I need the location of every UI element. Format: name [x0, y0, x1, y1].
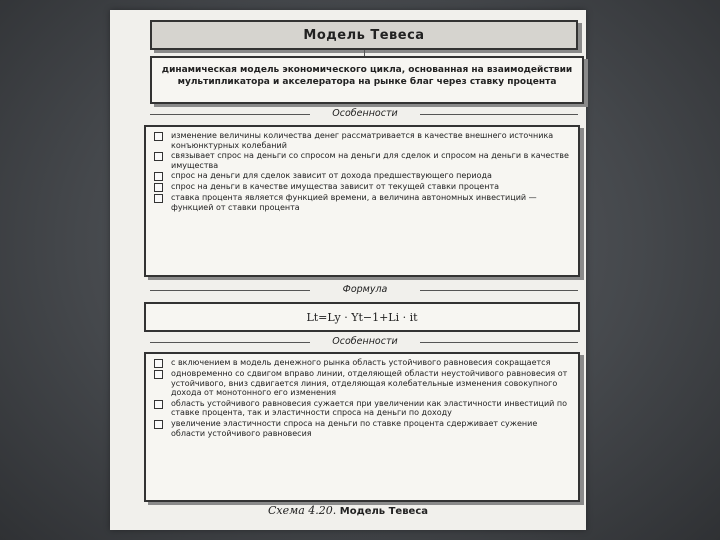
list-item-text: одновременно со сдвигом вправо линии, отделяющей области неустойчивого равновесия от устойчивого, вниз сдвигается линия, отделяющая колебательные изменения совокупного дохода от монотонного его изменения: [171, 369, 568, 398]
description-box: [150, 56, 584, 104]
formula-text: Lt=Ly · Yt−1+Li · it: [306, 311, 418, 324]
caption-prefix: Схема 4.20.: [268, 504, 337, 517]
list-item-text: ставка процента является функцией времени, а величина автономных инвестиций — функцией от ставки процента: [171, 193, 537, 212]
list-item: [154, 419, 572, 438]
list-item: [154, 193, 572, 212]
list-item-text: спрос на деньги для сделок зависит от дохода предшествующего периода: [171, 171, 492, 181]
list-item: [154, 131, 572, 150]
checkbox-square-icon: [154, 194, 163, 203]
list-item: [154, 399, 572, 418]
checkbox-square-icon: [154, 172, 163, 181]
formula-box: [144, 302, 580, 332]
list-item: [154, 369, 572, 398]
caption-title: Модель Тевеса: [339, 506, 428, 517]
scheme-caption: [110, 504, 586, 517]
checkbox-square-icon: [154, 183, 163, 192]
list-item-text: изменение величины количества денег рассматривается в качестве внешнего источника конъюнктурных колебаний: [171, 131, 554, 150]
list-item-text: спрос на деньги в качестве имущества зависит от текущей ставки процента: [171, 182, 500, 192]
list-item-text: с включением в модель денежного рынка область устойчивого равновесия сокращается: [171, 358, 551, 367]
list-item: [154, 358, 572, 368]
features-box-2: [144, 352, 580, 502]
checkbox-square-icon: [154, 370, 163, 379]
checkbox-square-icon: [154, 400, 163, 409]
title-box: [150, 20, 578, 50]
list-item: [154, 182, 572, 192]
checkbox-square-icon: [154, 132, 163, 141]
features-box-1: [144, 125, 580, 277]
checkbox-square-icon: [154, 420, 163, 429]
features-header-1: Особенности: [310, 108, 420, 119]
formula-header: Формула: [310, 284, 420, 295]
scanned-page: [110, 10, 586, 530]
list-item-text: связывает спрос на деньги со спросом на деньги для сделок и спросом на деньги в качестве имущества: [171, 151, 569, 170]
list-item-text: область устойчивого равновесия сужается при увеличении как эластичности инвестиций по ставке процента, так и эластичности спроса на деньги по доходу: [171, 398, 568, 418]
list-item-text: увеличение эластичности спроса на деньги по ставке процента сдерживает сужение области устойчивого равновесия: [171, 418, 538, 438]
features-list-1: [154, 131, 572, 214]
features-header-2: Особенности: [310, 336, 420, 347]
features-list-2: [154, 358, 572, 439]
list-item: [154, 171, 572, 181]
checkbox-square-icon: [154, 359, 163, 368]
list-item: [154, 151, 572, 170]
model-description: динамическая модель экономического цикла, основанная на взаимодействии мультипликатора и акселератора на рынке благ через ставку процента: [161, 65, 573, 87]
checkbox-square-icon: [154, 152, 163, 161]
scheme-title: Модель Тевеса: [303, 28, 425, 43]
